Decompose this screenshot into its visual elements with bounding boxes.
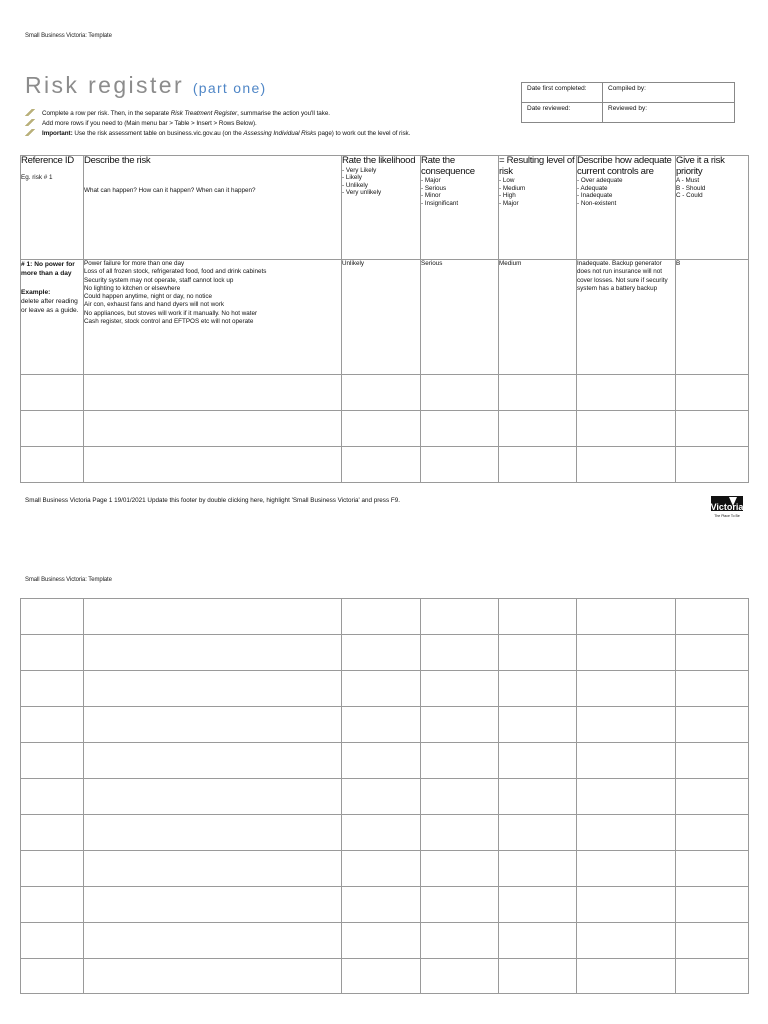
table-cell[interactable] (84, 635, 342, 671)
table-cell[interactable] (84, 779, 342, 815)
table-cell[interactable] (577, 671, 676, 707)
table-cell[interactable] (342, 815, 421, 851)
table-cell[interactable] (84, 375, 342, 411)
table-cell[interactable] (84, 959, 342, 994)
table-row (21, 411, 749, 447)
table-cell[interactable] (676, 447, 749, 483)
continuation-table (20, 598, 749, 994)
table-cell[interactable] (21, 887, 84, 923)
table-cell[interactable] (499, 671, 577, 707)
table-cell[interactable] (499, 779, 577, 815)
logo-tagline: The Place To Be (714, 514, 740, 518)
table-cell[interactable] (421, 815, 499, 851)
example-controls-cell[interactable]: Inadequate. Backup generator does not run insurance will not cover losses. Not sure if security system has a battery backup (577, 260, 676, 375)
table-row (21, 779, 749, 815)
table-cell[interactable] (421, 923, 499, 959)
table-cell[interactable] (21, 851, 84, 887)
table-cell[interactable] (577, 959, 676, 994)
pencil-icon (25, 109, 35, 116)
victoria-logo (709, 494, 745, 520)
pencil-icon (25, 129, 35, 136)
date-first-completed-field[interactable]: Date first completed: (522, 83, 603, 103)
table-cell[interactable] (84, 671, 342, 707)
risk-register-table (20, 155, 749, 483)
example-reference-cell[interactable]: # 1: No power for more than a day Example: delete after reading or leave as a guide. (21, 260, 84, 375)
table-cell[interactable] (21, 635, 84, 671)
example-priority-cell[interactable]: B (676, 260, 749, 375)
table-cell[interactable] (84, 447, 342, 483)
compiled-by-field[interactable]: Compiled by: (603, 83, 735, 103)
table-cell[interactable] (421, 635, 499, 671)
table-row (21, 447, 749, 483)
table-cell[interactable] (499, 959, 577, 994)
table-cell[interactable] (21, 923, 84, 959)
table-cell[interactable] (84, 707, 342, 743)
table-cell[interactable] (342, 599, 421, 635)
table-cell[interactable] (577, 635, 676, 671)
table-row (21, 707, 749, 743)
table-row (21, 815, 749, 851)
table-cell[interactable] (676, 707, 749, 743)
table-cell[interactable] (84, 411, 342, 447)
page-header: Small Business Victoria: Template (25, 33, 112, 39)
table-cell[interactable] (676, 779, 749, 815)
table-cell[interactable] (342, 959, 421, 994)
table-cell[interactable] (21, 375, 84, 411)
date-reviewed-field[interactable]: Date reviewed: (522, 103, 603, 123)
table-cell[interactable] (84, 815, 342, 851)
table-cell[interactable] (84, 743, 342, 779)
table-cell[interactable] (21, 815, 84, 851)
table-cell[interactable] (84, 923, 342, 959)
table-row (21, 743, 749, 779)
header-controls: Describe how adequate current controls are - Over adequate - Adequate - Inadequate - Non-existent (577, 156, 676, 260)
table-cell[interactable] (577, 851, 676, 887)
table-cell[interactable] (577, 599, 676, 635)
example-consequence-cell[interactable]: Serious (421, 260, 499, 375)
table-cell[interactable] (21, 671, 84, 707)
table-cell[interactable] (84, 851, 342, 887)
table-cell[interactable] (421, 887, 499, 923)
table-header-row (21, 156, 749, 260)
table-cell[interactable] (499, 707, 577, 743)
table-row (21, 887, 749, 923)
header-describe-risk: Describe the risk What can happen? How can it happen? When can it happen? (84, 156, 342, 260)
instruction-2: Add more rows if you need to (Main menu bar > Table > Insert > Rows Below). (25, 119, 410, 129)
header-priority: Give it a risk priority A - Must B - Should C - Could (676, 156, 749, 260)
table-cell[interactable] (21, 447, 84, 483)
table-cell[interactable] (676, 887, 749, 923)
instruction-1: Complete a row per risk. Then, in the separate Risk Treatment Register, summarise the action you'll take. (25, 109, 410, 119)
table-row (21, 635, 749, 671)
table-row (21, 671, 749, 707)
table-cell[interactable] (499, 815, 577, 851)
table-cell[interactable] (342, 887, 421, 923)
table-cell[interactable] (499, 411, 577, 447)
table-cell[interactable] (342, 671, 421, 707)
table-cell[interactable] (342, 851, 421, 887)
table-cell[interactable] (577, 447, 676, 483)
table-cell[interactable] (676, 743, 749, 779)
table-cell[interactable] (84, 887, 342, 923)
table-cell[interactable] (421, 959, 499, 994)
header-level-of-risk: = Resulting level of risk - Low - Medium - High - Major (499, 156, 577, 260)
table-cell[interactable] (676, 815, 749, 851)
table-cell[interactable] (499, 851, 577, 887)
table-cell[interactable] (676, 411, 749, 447)
table-cell[interactable] (499, 923, 577, 959)
table-cell[interactable] (421, 671, 499, 707)
table-cell[interactable] (342, 707, 421, 743)
table-cell[interactable] (21, 743, 84, 779)
example-likelihood-cell[interactable]: Unlikely (342, 260, 421, 375)
logo-word: Victoria (710, 502, 744, 512)
table-cell[interactable] (342, 743, 421, 779)
table-row (21, 923, 749, 959)
table-cell[interactable] (499, 743, 577, 779)
reviewed-by-field[interactable]: Reviewed by: (603, 103, 735, 123)
table-cell[interactable] (499, 447, 577, 483)
table-cell[interactable] (21, 959, 84, 994)
title-sub: (part one) (192, 80, 267, 96)
table-cell[interactable] (21, 599, 84, 635)
page-header: Small Business Victoria: Template (25, 577, 112, 583)
table-cell[interactable] (577, 923, 676, 959)
table-cell[interactable] (577, 779, 676, 815)
example-risk-cell[interactable]: Power failure for more than one day Loss of all frozen stock, refrigerated food, food and drink cabinets Security system may not operate, staff cannot lock up No lighting to kitchen or elsewhere Could happen anytime, night or day, no notice Air con, exhaust fans and hand dyers will not work No appliances, but stoves will work if it manually. No hot water Cash register, stock control and EFTPOS etc will not operate (84, 260, 342, 375)
table-cell[interactable] (342, 411, 421, 447)
table-row (21, 851, 749, 887)
table-cell[interactable] (342, 375, 421, 411)
table-cell[interactable] (21, 411, 84, 447)
table-cell[interactable] (421, 779, 499, 815)
table-cell[interactable] (676, 959, 749, 994)
meta-table (521, 82, 735, 123)
table-cell[interactable] (421, 599, 499, 635)
table-cell[interactable] (421, 447, 499, 483)
table-cell[interactable] (342, 779, 421, 815)
table-cell[interactable] (676, 671, 749, 707)
table-cell[interactable] (676, 851, 749, 887)
table-cell[interactable] (342, 923, 421, 959)
table-cell[interactable] (577, 743, 676, 779)
table-cell[interactable] (421, 375, 499, 411)
table-row (21, 260, 749, 375)
table-cell[interactable] (577, 815, 676, 851)
table-cell[interactable] (577, 707, 676, 743)
table-cell[interactable] (577, 375, 676, 411)
table-cell[interactable] (676, 923, 749, 959)
table-cell[interactable] (21, 779, 84, 815)
table-cell[interactable] (342, 447, 421, 483)
title-main: Risk register (25, 72, 185, 98)
table-cell[interactable] (499, 887, 577, 923)
table-cell[interactable] (21, 707, 84, 743)
instruction-3: Important: Use the risk assessment table on business.vic.gov.au (on the Assessing Individual Risks page) to work out the level of risk. (25, 129, 410, 139)
table-cell[interactable] (421, 411, 499, 447)
table-cell[interactable] (342, 635, 421, 671)
table-cell[interactable] (421, 743, 499, 779)
header-likelihood: Rate the likelihood - Very Likely - Likely - Unlikely - Very unlikely (342, 156, 421, 260)
page-title (25, 72, 267, 99)
table-cell[interactable] (676, 375, 749, 411)
table-row (21, 375, 749, 411)
pencil-icon (25, 119, 35, 126)
table-cell[interactable] (577, 411, 676, 447)
table-cell[interactable] (499, 635, 577, 671)
header-reference-id: Reference ID Eg. risk # 1 (21, 156, 84, 260)
example-level-cell[interactable]: Medium (499, 260, 577, 375)
table-cell[interactable] (676, 635, 749, 671)
table-row (21, 599, 749, 635)
instructions (25, 109, 410, 140)
table-cell[interactable] (421, 851, 499, 887)
table-cell[interactable] (499, 375, 577, 411)
table-cell[interactable] (577, 887, 676, 923)
page-footer[interactable]: Small Business Victoria Page 1 19/01/2021 Update this footer by double clicking here, highlight 'Small Business Victoria' and press F9. (25, 497, 400, 504)
table-row (21, 959, 749, 994)
table-cell[interactable] (499, 599, 577, 635)
table-cell[interactable] (676, 599, 749, 635)
header-consequence: Rate the consequence - Major - Serious - Minor - Insignificant (421, 156, 499, 260)
table-cell[interactable] (84, 599, 342, 635)
table-cell[interactable] (421, 707, 499, 743)
